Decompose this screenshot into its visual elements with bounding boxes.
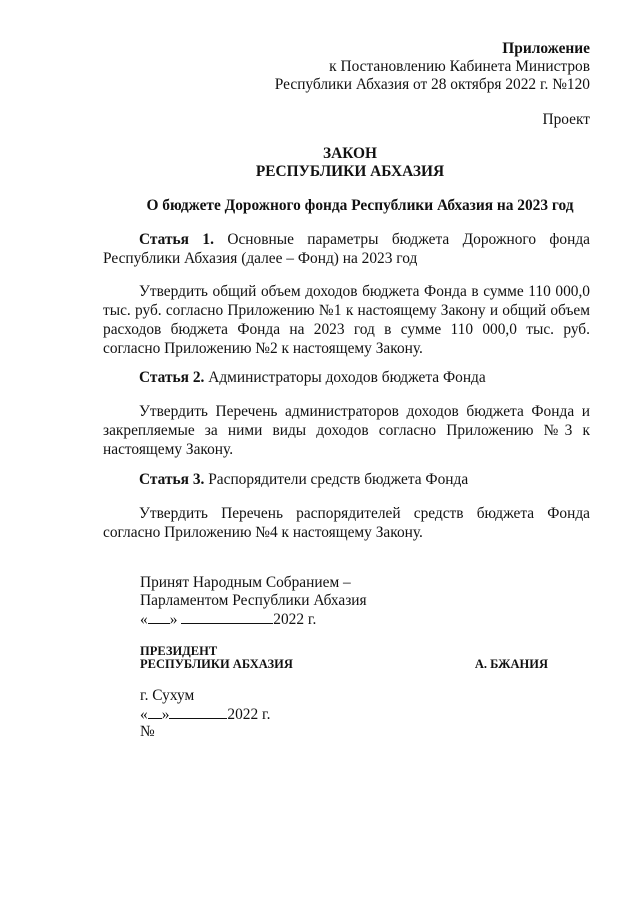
draft-label: Проект [542, 111, 590, 128]
president-name: А. БЖАНИЯ [474, 657, 548, 671]
law-title-line-2: РЕСПУБЛИКИ АБХАЗИЯ [255, 163, 445, 180]
article-3-heading [139, 470, 590, 489]
article-2-body: Утвердить Перечень администраторов доходов бюджета Фонда и закрепляемые за ними виды доходов согласно Приложению №3 к настоящему Закону. [103, 403, 590, 458]
place-year: 2022 г. [227, 706, 271, 723]
law-title-line-1: ЗАКОН [323, 145, 377, 162]
adopted-open-quote: « [140, 611, 148, 628]
adopted-date-line [140, 609, 540, 629]
president-title-line-2: РЕСПУБЛИКИ АБХАЗИЯ [140, 657, 293, 671]
adopted-close-quote: » [169, 611, 178, 628]
article-1-body: Утвердить общий объем доходов бюджета Фонда в сумме 110 000,0 тыс. руб. согласно Приложению №1 к настоящему Закону и общий объем расходов бюджета Фонда на 2023 год в сумме 110 000,0 тыс. руб. согласно Приложению №2 к настоящему Закону. [103, 283, 590, 357]
place-number-sign: № [140, 723, 155, 740]
article-3-number: Статья 3. [139, 471, 205, 488]
place-day-blank [148, 704, 162, 719]
article-2-heading [139, 368, 590, 387]
adopted-line-1: Принят Народным Собранием – [140, 574, 351, 591]
adopted-line-2: Парламентом Республики Абхазия [140, 592, 367, 609]
article-3-title: Распорядители средств бюджета Фонда [204, 471, 469, 488]
president-title-line-1: ПРЕЗИДЕНТ [140, 644, 218, 658]
adopted-year: 2022 г. [273, 611, 317, 628]
appendix-line-2: Республики Абхазия от 28 октября 2022 г. №120 [274, 76, 590, 93]
law-subject: О бюджете Дорожного фонда Республики Абхазия на 2023 год [146, 197, 574, 214]
place-open-quote: « [140, 706, 148, 723]
adopted-day-blank [148, 609, 170, 624]
place-month-blank [169, 704, 227, 719]
adopted-month-blank [181, 609, 273, 624]
place-date-line [140, 704, 440, 724]
appendix-line-1: к Постановлению Кабинета Министров [329, 58, 590, 75]
article-3-body: Утвердить Перечень распорядителей средств бюджета Фонда согласно Приложению №4 к настоящему Закону. [103, 505, 590, 541]
article-2-title: Администраторы доходов бюджета Фонда [204, 369, 486, 386]
article-1-number: Статья 1. [139, 231, 214, 248]
place-city: г. Сухум [140, 687, 195, 704]
article-2-number: Статья 2. [139, 369, 205, 386]
appendix-title: Приложение [502, 40, 590, 57]
article-1-heading [103, 230, 590, 268]
place-close-quote: » [161, 706, 170, 723]
article-1-title: Основные параметры бюджета Дорожного фонда Республики Абхазия (далее – Фонд) на 2023 год [103, 231, 590, 267]
